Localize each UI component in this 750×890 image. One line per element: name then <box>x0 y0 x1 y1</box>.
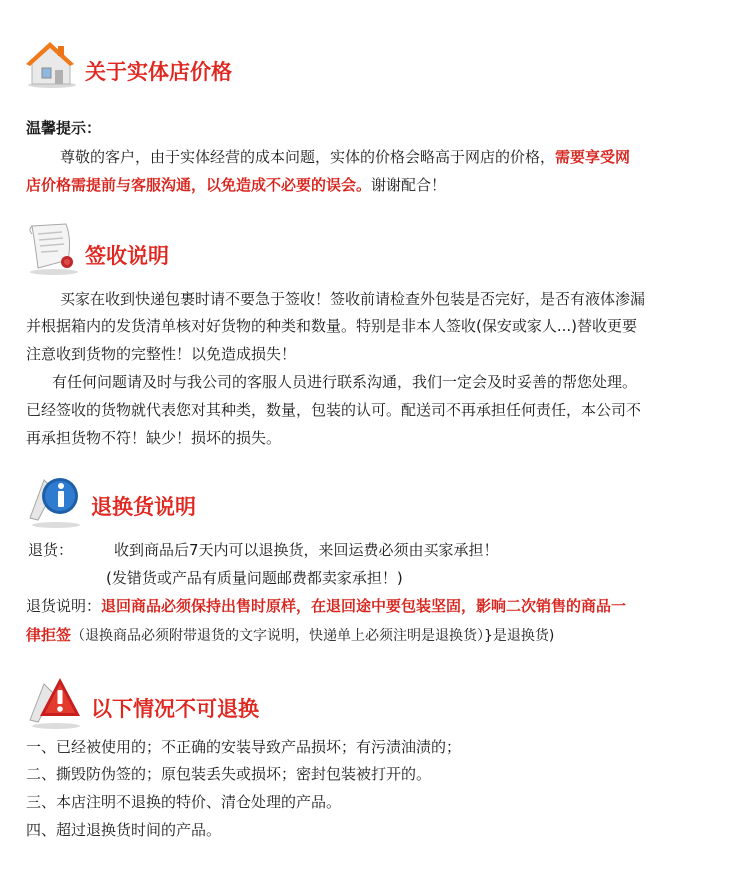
return-label: 退货： <box>28 541 74 559</box>
section-title-non-returnable: 以下情况不可退换 <box>91 697 259 721</box>
house-icon <box>22 40 78 88</box>
section-title-return-exchange: 退换货说明 <box>91 495 196 519</box>
sign-line-5: 已经签收的货物就代表您对其种类，数量，包装的认可。配送司不再承担任何责任，本公司不 <box>26 401 642 419</box>
tip-label: 温馨提示： <box>26 119 102 137</box>
store-price-text-2a: 店价格需提前与客服沟通，以免造成不必要的误会。 <box>26 176 372 194</box>
return-explain-label: 退货说明： <box>26 597 102 615</box>
section-title-store-price: 关于实体店价格 <box>85 60 232 84</box>
non-returnable-item-2: 二、撕毁防伪签的；原包装丢失或损坏；密封包装被打开的。 <box>26 765 432 783</box>
non-returnable-item-1: 一、已经被使用的；不正确的安装导致产品损坏；有污渍油渍的； <box>26 738 462 756</box>
sign-line-3: 注意收到货物的完整性！以免造成损失！ <box>26 345 297 363</box>
store-price-line-2 <box>26 175 446 195</box>
return-explain-text-2a: 律拒签 <box>26 626 72 644</box>
non-returnable-item-3: 三、本店注明不退换的特价、清仓处理的产品。 <box>26 793 342 811</box>
warning-icon <box>24 672 84 730</box>
return-explain-line-1 <box>26 596 626 616</box>
info-icon <box>24 470 84 530</box>
store-price-text-1a: 尊敬的客户，由于实体经营的成本问题，实体的价格会略高于网店的价格， <box>60 148 556 166</box>
document-icon <box>22 220 82 276</box>
return-explain-text-1: 退回商品必须保持出售时原样，在退回途中要包装坚固，影响二次销售的商品一 <box>101 597 627 615</box>
store-price-text-2b: 谢谢配合！ <box>371 176 447 194</box>
section-title-sign-receipt: 签收说明 <box>85 244 169 268</box>
sign-line-6: 再承担货物不符！缺少！损坏的损失。 <box>26 429 282 447</box>
store-price-line-1 <box>60 147 630 167</box>
sign-line-4: 有任何问题请及时与我公司的客服人员进行联系沟通，我们一定会及时妥善的帮您处理。 <box>52 373 638 391</box>
return-line-2: (发错货或产品有质量问题邮费都卖家承担！) <box>106 569 403 587</box>
sign-line-2: 并根据箱内的发货清单核对好货物的种类和数量。特别是非本人签收(保安或家人...)替收更要 <box>26 317 638 335</box>
non-returnable-item-4: 四、超过退换货时间的产品。 <box>26 821 222 839</box>
sign-line-1: 买家在收到快递包裹时请不要急于签收！签收前请检查外包装是否完好，是否有液体渗漏 <box>60 290 646 308</box>
store-price-text-1b: 需要享受网 <box>555 148 631 166</box>
return-explain-line-2 <box>26 625 554 646</box>
return-line-1: 收到商品后7天内可以退换货，来回运费必须由买家承担！ <box>114 541 499 559</box>
return-explain-text-2b: （退换商品必须附带退货的文字说明，快递单上必须注明是退换货）}是退换货) <box>71 628 555 644</box>
